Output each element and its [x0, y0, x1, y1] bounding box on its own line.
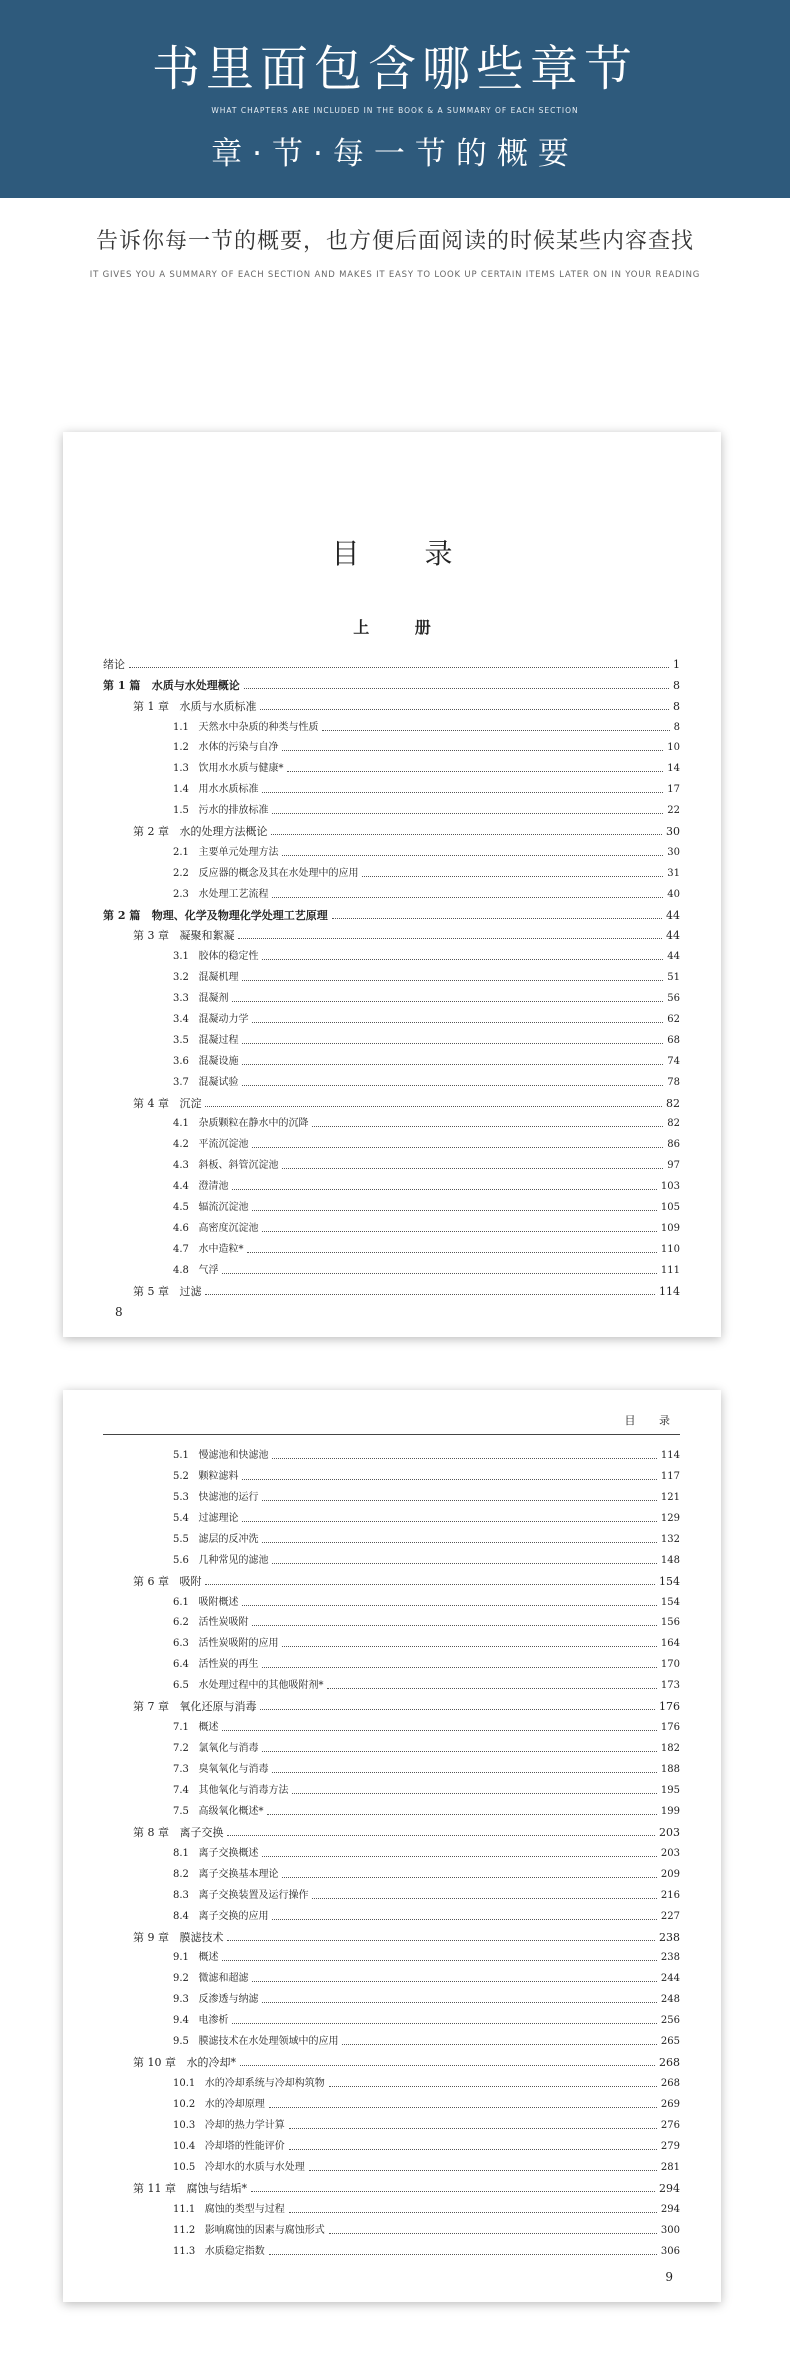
toc-chapter-row [103, 923, 680, 944]
toc-entry-page: 244 [660, 1973, 680, 1985]
toc-entry-title: 第 4 章 沉淀 [133, 1096, 202, 1110]
dot-leader [260, 709, 669, 710]
toc-section-row [103, 2007, 680, 2028]
toc-entry-title: 4.1 杂质颗粒在静水中的沉降 [173, 1118, 309, 1130]
toc-section-row [103, 1986, 680, 2007]
dot-leader [287, 771, 663, 772]
toc-entry-page: 109 [660, 1222, 680, 1234]
dot-leader [252, 1147, 663, 1148]
toc-entry-title: 8.2 离子交换基本理论 [173, 1868, 279, 1880]
toc-chapter-row [103, 1090, 680, 1111]
dot-leader [252, 1022, 663, 1023]
toc-list [103, 1442, 680, 2259]
dot-leader [252, 1210, 656, 1211]
toc-entry-title: 3.7 混凝试验 [173, 1076, 239, 1088]
dot-leader [262, 1856, 656, 1857]
toc-section-row [103, 1173, 680, 1194]
toc-entry-page: 10 [667, 742, 680, 754]
toc-entry-page: 300 [660, 2224, 680, 2236]
toc-entry-page: 256 [660, 2015, 680, 2027]
toc-entry-title: 3.6 混凝设施 [173, 1055, 239, 1067]
toc-entry-title: 第 5 章 过滤 [133, 1284, 202, 1298]
toc-entry-title: 6.5 水处理过程中的其他吸附剂* [173, 1680, 324, 1692]
toc-section-row [103, 776, 680, 797]
toc-entry-title: 6.4 活性炭的再生 [173, 1659, 259, 1671]
dot-leader [329, 2086, 657, 2087]
toc-section-row [103, 1882, 680, 1903]
toc-chapter-row [103, 1693, 680, 1714]
toc-entry-title: 绪论 [103, 657, 125, 671]
toc-section-row [103, 1257, 680, 1278]
toc-entry-title: 第 10 章 水的冷却* [133, 2056, 236, 2070]
toc-entry-page: 268 [660, 2078, 680, 2090]
toc-entry-page: 105 [660, 1202, 680, 1214]
dot-leader [242, 1605, 656, 1606]
toc-section-row [103, 2112, 680, 2133]
toc-entry-title: 5.5 滤层的反冲洗 [173, 1533, 259, 1545]
toc-section-row [103, 1048, 680, 1069]
dot-leader [272, 1458, 656, 1459]
intro-text: 告诉你每一节的概要，也方便后面阅读的时候某些内容查找 [95, 229, 694, 254]
volume-title: 上 册 [353, 618, 451, 637]
dot-leader [129, 667, 669, 668]
toc-entry-page: 216 [660, 1889, 680, 1901]
toc-section-row [103, 1236, 680, 1257]
toc-section-row [103, 1630, 680, 1651]
dot-leader [342, 2044, 656, 2045]
dot-leader [262, 1231, 656, 1232]
dot-leader [244, 688, 669, 689]
dot-leader [292, 1793, 656, 1794]
toc-section-row [103, 755, 680, 776]
toc-entry-title: 9.2 微滤和超滤 [173, 1973, 249, 1985]
toc-entry-page: 156 [660, 1617, 680, 1629]
toc-entry-page: 1 [673, 657, 680, 671]
toc-entry-page: 269 [660, 2099, 680, 2110]
dot-leader [282, 750, 663, 751]
toc-entry-page: 22 [667, 805, 680, 817]
toc-section-row [103, 1777, 680, 1798]
dot-leader [222, 1273, 656, 1274]
toc-entry-page: 170 [660, 1659, 680, 1671]
dot-leader [252, 1981, 656, 1982]
toc-entry-title: 4.7 水中造粒* [173, 1243, 244, 1255]
toc-entry-title: 11.1 腐蚀的类型与过程 [173, 2203, 285, 2215]
toc-entry-title: 第 7 章 氧化还原与消毒 [133, 1700, 257, 1714]
toc-entry-title: 4.3 斜板、斜管沉淀池 [173, 1160, 279, 1172]
toc-chapter-row [103, 2049, 680, 2070]
toc-section-row [103, 1965, 680, 1986]
toc-section-row [103, 1215, 680, 1236]
toc-entry-page: 110 [660, 1243, 680, 1255]
dot-leader [329, 2233, 657, 2234]
dot-leader [232, 1001, 663, 1002]
header-banner [0, 0, 790, 198]
dot-leader [262, 1542, 656, 1543]
toc-entry-page: 129 [660, 1512, 680, 1524]
dot-leader [282, 855, 663, 856]
dot-leader [232, 1189, 656, 1190]
dot-leader [205, 1584, 655, 1585]
toc-entry-page: 265 [660, 2036, 680, 2048]
page-number: 8 [115, 1305, 123, 1319]
toc-entry-title: 4.6 高密度沉淀池 [173, 1222, 259, 1234]
toc-entry-title: 3.3 混凝剂 [173, 993, 229, 1005]
toc-entry-title: 3.1 胶体的稳定性 [173, 951, 259, 963]
dot-leader [262, 792, 663, 793]
toc-entry-page: 17 [667, 784, 680, 796]
dot-leader [205, 1106, 662, 1107]
toc-chapter-row [103, 1819, 680, 1840]
toc-section-row [103, 797, 680, 818]
toc-section-row [103, 2070, 680, 2091]
toc-entry-page: 306 [660, 2245, 680, 2257]
toc-entry-page: 268 [659, 2056, 680, 2070]
dot-leader [282, 1168, 663, 1169]
toc-section-row [103, 985, 680, 1006]
dot-leader [205, 1294, 655, 1295]
toc-entry-title: 7.1 概述 [173, 1722, 219, 1734]
toc-entry-title: 2.2 反应器的概念及其在水处理中的应用 [173, 867, 359, 879]
toc-section-row [103, 2133, 680, 2154]
toc-entry-title: 11.3 水质稳定指数 [173, 2245, 265, 2257]
dot-leader [262, 959, 663, 960]
toc-entry-title: 第 1 章 水质与水质标准 [133, 699, 257, 713]
toc-section-row [103, 1840, 680, 1861]
toc-section-row [103, 2196, 680, 2217]
toc-entry-title: 5.6 几种常见的滤池 [173, 1554, 269, 1566]
toc-entry-title: 1.3 饮用水水质与健康* [173, 763, 284, 775]
toc-entry-page: 117 [660, 1470, 680, 1482]
toc-entry-page: 97 [667, 1160, 680, 1172]
toc-entry-page: 176 [660, 1722, 680, 1734]
toc-section-row [103, 1756, 680, 1777]
toc-entry-title: 第 11 章 腐蚀与结垢* [133, 2181, 247, 2195]
toc-entry-page: 114 [660, 1449, 680, 1461]
toc-entry-page: 182 [660, 1743, 680, 1755]
toc-entry-title: 10.2 水的冷却原理 [173, 2099, 265, 2110]
toc-entry-title: 6.1 吸附概述 [173, 1596, 239, 1608]
toc-section-row [103, 1672, 680, 1693]
dot-leader [262, 2002, 656, 2003]
dot-leader [332, 918, 662, 919]
toc-part-row [103, 902, 680, 923]
toc-chapter-row [103, 1924, 680, 1945]
dot-leader [272, 897, 663, 898]
toc-section-row [103, 1903, 680, 1924]
toc-entry-title: 7.3 臭氧氧化与消毒 [173, 1764, 269, 1775]
dot-leader [282, 1877, 656, 1878]
toc-entry-page: 148 [660, 1554, 680, 1566]
dot-leader [242, 1085, 663, 1086]
dot-leader [242, 1064, 663, 1065]
toc-page-2 [63, 1390, 721, 2302]
toc-entry-page: 188 [660, 1764, 680, 1775]
toc-part-row [103, 672, 680, 693]
toc-section-row [103, 2154, 680, 2175]
toc-section-row [103, 735, 680, 756]
toc-entry-page: 199 [660, 1805, 680, 1817]
toc-section-row [103, 2028, 680, 2049]
toc-entry-title: 8.1 离子交换概述 [173, 1847, 259, 1859]
toc-entry-title: 第 6 章 吸附 [133, 1574, 202, 1588]
toc-entry-page: 44 [667, 951, 680, 963]
toc-section-row [103, 1006, 680, 1027]
dot-leader [240, 2065, 655, 2066]
toc-entry-title: 5.2 颗粒滤料 [173, 1470, 239, 1482]
dot-leader [252, 1625, 656, 1626]
toc-entry-title: 第 2 篇 物理、化学及物理化学处理工艺原理 [103, 908, 328, 922]
toc-entry-page: 86 [667, 1139, 680, 1151]
toc-entry-title: 2.1 主要单元处理方法 [173, 846, 279, 858]
toc-entry-title: 6.3 活性炭吸附的应用 [173, 1638, 279, 1650]
dot-leader [242, 1521, 656, 1522]
toc-chapter-row [103, 818, 680, 839]
toc-entry-title: 5.3 快滤池的运行 [173, 1491, 259, 1503]
toc-entry-title: 10.3 冷却的热力学计算 [173, 2119, 285, 2131]
dot-leader [262, 1500, 656, 1501]
toc-entry-page: 8 [673, 699, 680, 713]
toc-entry-title: 3.5 混凝过程 [173, 1034, 239, 1046]
toc-entry-title: 第 2 章 水的处理方法概论 [133, 825, 268, 839]
toc-entry-page: 114 [659, 1284, 680, 1298]
toc-entry-page: 44 [666, 929, 680, 943]
dot-leader [242, 1043, 663, 1044]
dot-leader [289, 2212, 657, 2213]
toc-entry-page: 294 [659, 2181, 680, 2195]
toc-entry-title: 4.4 澄清池 [173, 1181, 229, 1193]
dot-leader [312, 1126, 663, 1127]
dot-leader [309, 2170, 657, 2171]
toc-entry-page: 227 [660, 1910, 680, 1922]
running-head: 目 录 [103, 1412, 680, 1435]
dot-leader [269, 2254, 657, 2255]
dot-leader [289, 2128, 657, 2129]
toc-chapter-row [103, 1278, 680, 1299]
toc-entry-title: 1.1 天然水中杂质的种类与性质 [173, 721, 319, 733]
toc-entry-page: 176 [659, 1700, 680, 1714]
toc-entry-page: 111 [660, 1264, 680, 1276]
toc-section-row [103, 964, 680, 985]
toc-page-1 [63, 432, 721, 1337]
toc-entry-title: 8.3 离子交换装置及运行操作 [173, 1889, 309, 1901]
toc-entry-page: 62 [667, 1014, 680, 1026]
toc-entry-page: 203 [659, 1825, 680, 1839]
toc-title: 目 录 [331, 537, 481, 570]
dot-leader [238, 938, 662, 939]
page-number: 9 [665, 2270, 673, 2284]
toc-entry-page: 121 [660, 1491, 680, 1503]
toc-entry-title: 7.4 其他氧化与消毒方法 [173, 1784, 289, 1796]
dot-leader [272, 1563, 656, 1564]
dot-leader [260, 1709, 655, 1710]
toc-entry-title: 10.4 冷却塔的性能评价 [173, 2140, 285, 2152]
toc-entry-page: 44 [666, 908, 680, 922]
toc-part-row [103, 651, 680, 672]
dot-leader [251, 2191, 655, 2192]
toc-entry-page: 154 [660, 1596, 680, 1608]
toc-entry-page: 276 [660, 2119, 680, 2131]
dot-leader [327, 1688, 656, 1689]
toc-entry-title: 7.5 高级氧化概述* [173, 1805, 264, 1817]
toc-entry-page: 82 [667, 1118, 680, 1130]
dot-leader [247, 1252, 656, 1253]
toc-entry-title: 5.4 过滤理论 [173, 1512, 239, 1524]
toc-section-row [103, 1194, 680, 1215]
dot-leader [222, 1730, 656, 1731]
toc-section-row [103, 2091, 680, 2112]
toc-entry-title: 1.2 水体的污染与自净 [173, 742, 279, 754]
banner-subtitle: 章·节·每一节的概要 [211, 136, 579, 172]
dot-leader [262, 1667, 656, 1668]
toc-entry-title: 4.8 气浮 [173, 1264, 219, 1276]
toc-entry-page: 51 [667, 972, 680, 984]
toc-entry-page: 30 [666, 825, 680, 839]
dot-leader [267, 1814, 656, 1815]
toc-entry-title: 9.4 电渗析 [173, 2015, 229, 2027]
toc-section-row [103, 1526, 680, 1547]
toc-chapter-row [103, 693, 680, 714]
toc-section-row [103, 1131, 680, 1152]
toc-section-row [103, 2238, 680, 2259]
toc-entry-page: 132 [660, 1533, 680, 1545]
toc-section-row [103, 881, 680, 902]
toc-entry-page: 164 [660, 1638, 680, 1650]
toc-entry-page: 8 [673, 678, 680, 692]
dot-leader [272, 1919, 656, 1920]
toc-entry-page: 238 [660, 1952, 680, 1964]
dot-leader [312, 1898, 656, 1899]
toc-section-row [103, 1547, 680, 1568]
toc-entry-title: 9.3 反渗透与纳滤 [173, 1994, 259, 2006]
toc-section-row [103, 1152, 680, 1173]
toc-entry-page: 195 [660, 1784, 680, 1796]
toc-entry-page: 103 [660, 1181, 680, 1193]
toc-entry-page: 14 [667, 763, 680, 775]
toc-entry-page: 203 [660, 1847, 680, 1859]
dot-leader [232, 2023, 656, 2024]
toc-chapter-row [103, 2175, 680, 2196]
toc-entry-title: 第 3 章 凝聚和絮凝 [133, 929, 235, 943]
toc-entry-title: 3.2 混凝机理 [173, 972, 239, 984]
dot-leader [322, 730, 669, 731]
toc-section-row [103, 943, 680, 964]
toc-entry-title: 第 8 章 离子交换 [133, 1825, 224, 1839]
toc-section-row [103, 860, 680, 881]
toc-entry-page: 281 [660, 2161, 680, 2173]
dot-leader [362, 876, 663, 877]
toc-entry-title: 11.2 影响腐蚀的因素与腐蚀形式 [173, 2224, 325, 2236]
toc-entry-page: 78 [667, 1076, 680, 1088]
dot-leader [271, 834, 662, 835]
toc-entry-page: 248 [660, 1994, 680, 2006]
toc-entry-page: 56 [667, 993, 680, 1005]
toc-entry-title: 4.2 平流沉淀池 [173, 1139, 249, 1151]
toc-section-row [103, 1442, 680, 1463]
dot-leader [242, 1479, 656, 1480]
toc-section-row [103, 1069, 680, 1090]
dot-leader [227, 1940, 655, 1941]
toc-section-row [103, 714, 680, 735]
dot-leader [242, 980, 663, 981]
toc-section-row [103, 1861, 680, 1882]
toc-section-row [103, 2217, 680, 2238]
toc-section-row [103, 1735, 680, 1756]
toc-entry-title: 1.5 污水的排放标准 [173, 805, 269, 817]
toc-entry-title: 5.1 慢滤池和快滤池 [173, 1449, 269, 1461]
toc-section-row [103, 839, 680, 860]
toc-entry-title: 6.2 活性炭吸附 [173, 1617, 249, 1629]
toc-section-row [103, 1651, 680, 1672]
toc-entry-title: 10.5 冷却水的水质与水处理 [173, 2161, 305, 2173]
toc-entry-page: 209 [660, 1868, 680, 1880]
toc-entry-title: 9.5 膜滤技术在水处理领域中的应用 [173, 2036, 339, 2048]
toc-entry-page: 74 [667, 1055, 680, 1067]
dot-leader [269, 2107, 657, 2108]
toc-entry-title: 1.4 用水水质标准 [173, 784, 259, 796]
toc-entry-title: 8.4 离子交换的应用 [173, 1910, 269, 1922]
toc-entry-title: 3.4 混凝动力学 [173, 1014, 249, 1026]
toc-entry-title: 10.1 水的冷却系统与冷却构筑物 [173, 2078, 325, 2090]
toc-section-row [103, 1798, 680, 1819]
toc-entry-title: 第 1 篇 水质与水处理概论 [103, 678, 240, 692]
toc-section-row [103, 1714, 680, 1735]
toc-section-row [103, 1463, 680, 1484]
toc-entry-page: 82 [666, 1096, 680, 1110]
dot-leader [272, 1772, 656, 1773]
dot-leader [272, 813, 663, 814]
toc-chapter-row [103, 1568, 680, 1589]
toc-entry-page: 68 [667, 1034, 680, 1046]
toc-entry-title: 4.5 辐流沉淀池 [173, 1202, 249, 1214]
toc-entry-page: 294 [660, 2203, 680, 2215]
toc-section-row [103, 1610, 680, 1631]
toc-entry-title: 7.2 氯氧化与消毒 [173, 1743, 259, 1755]
toc-entry-title: 9.1 概述 [173, 1952, 219, 1964]
dot-leader [289, 2149, 657, 2150]
dot-leader [222, 1960, 656, 1961]
toc-entry-title: 第 9 章 膜滤技术 [133, 1930, 224, 1944]
toc-section-row [103, 1027, 680, 1048]
intro-text-english: IT GIVES YOU A SUMMARY OF EACH SECTION AND MAKES IT EASY TO LOOK UP CERTAIN ITEMS LATER ON IN YOUR READING [89, 270, 701, 280]
toc-entry-page: 31 [667, 867, 680, 879]
toc-entry-page: 8 [673, 721, 680, 733]
toc-list [103, 651, 680, 1299]
toc-section-row [103, 1589, 680, 1610]
toc-entry-page: 30 [667, 846, 680, 858]
toc-section-row [103, 1111, 680, 1132]
banner-title: 书里面包含哪些章节 [151, 41, 638, 97]
toc-entry-page: 173 [660, 1680, 680, 1692]
dot-leader [227, 1835, 655, 1836]
toc-section-row [103, 1505, 680, 1526]
toc-entry-page: 154 [659, 1574, 680, 1588]
banner-subtitle-english: WHAT CHAPTERS ARE INCLUDED IN THE BOOK & A SUMMARY OF EACH SECTION [211, 106, 579, 115]
dot-leader [262, 1751, 656, 1752]
toc-entry-page: 238 [659, 1930, 680, 1944]
toc-entry-title: 2.3 水处理工艺流程 [173, 888, 269, 900]
toc-entry-page: 279 [660, 2140, 680, 2152]
dot-leader [282, 1646, 656, 1647]
toc-section-row [103, 1484, 680, 1505]
toc-section-row [103, 1945, 680, 1966]
toc-entry-page: 40 [667, 888, 680, 900]
